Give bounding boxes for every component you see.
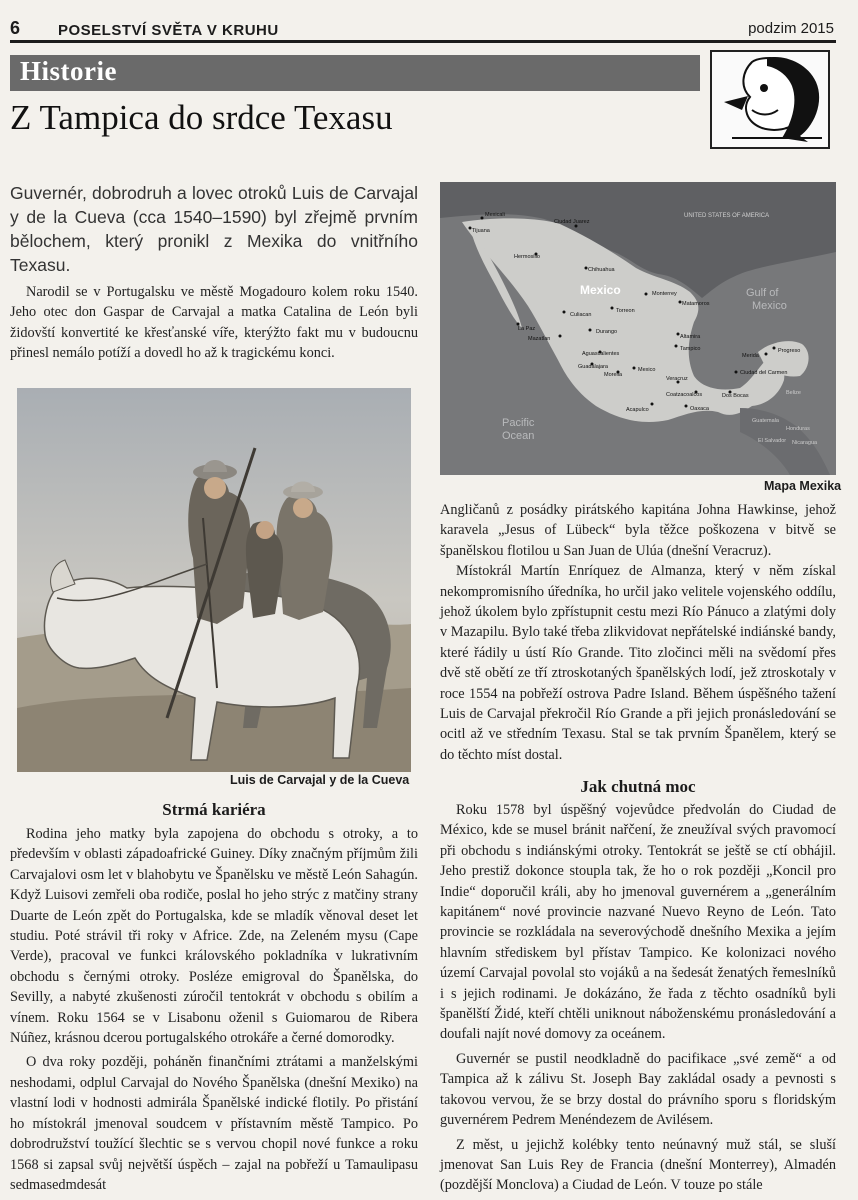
section-title: Historie [20, 56, 117, 86]
subheading-power: Jak chutná moc [580, 777, 696, 796]
header-rule [10, 40, 836, 43]
mexico-map [440, 182, 836, 475]
illustration-caption: Luis de Carvajal y de la Cueva [230, 773, 410, 787]
map-city: Mazatlan [528, 336, 551, 342]
column-logo [710, 50, 830, 149]
right-column-text-1 [440, 500, 836, 765]
map-country: Nicaragua [792, 440, 818, 446]
paragraph: O dva roky později, poháněn finančními ztrátami a manželskými neshodami, odplul Carvajal do Nového Španělska (dnešní Mexiko) na vlastní lodi v hodnosti admirála Španělské indické flotily. Po přistání ho místokrál jmenoval soudcem v přístavním městě Tampico. Po dobrodružství toužící šlechtic se s vervou chopil nové funkce a roku 1568 si zapsal svůj největší úspěch – zajal na pobřeží u Tamaulipasu sedmasedmdesát [10, 1054, 418, 1193]
article-headline: Z Tampica do srdce Texasu [10, 98, 393, 137]
page-number: 6 [10, 18, 21, 38]
map-city: Tijuana [472, 228, 490, 234]
map-city: Progreso [778, 348, 801, 354]
map-city: Altamira [680, 334, 701, 340]
map-country: El Salvador [758, 438, 787, 444]
map-city: Merida [742, 353, 759, 359]
map-city: Chihuahua [588, 267, 615, 273]
map-caption: Mapa Mexika [764, 479, 842, 493]
map-country: Honduras [786, 426, 810, 432]
paragraph: Z měst, u jejichž kolébky tento neúnavný muž stál, se sluší jmenovat San Luis Rey de Francia (dnešní Monterrey), Almadén (pozdější Monclova) a Ciudad de León. V touze po stále [440, 1136, 836, 1194]
map-city: Culiacan [570, 312, 592, 318]
intro-paragraph [10, 282, 418, 364]
map-ocean-label: Pacific [502, 417, 535, 429]
map-city: Acapulco [626, 407, 649, 413]
map-city: Hermosillo [514, 254, 540, 260]
left-column-text [10, 824, 418, 1195]
map-city: Durango [596, 329, 618, 335]
map-city: Torreon [616, 308, 635, 314]
subheading-career: Strmá kariéra [162, 800, 266, 819]
issue-season: podzim 2015 [748, 20, 834, 37]
map-gulf-label: Gulf of [746, 287, 779, 299]
map-city: Ciudad del Carmen [740, 370, 788, 376]
map-city: Coatzacoalcos [666, 392, 703, 398]
paragraph: Rodina jeho matky byla zapojena do obchodu s otroky, a to především v oblasti západoafrické Guiney. Díky značným příjmům žili Carvajalovi osm let v blahobytu ve Španělsku ve městě León Sahagún. Když Luisovi zemřeli oba rodiče, poslal ho jeho strýc z matčiny strany Duarte de León zpět do Portugalska, kde se mladík věnoval deset let studiu. Poté strávil tři roky v Africe. Zde, na Zeleném mysu (Cape Verde), pracoval ve funkci královského pokladníka v lukrativním obchodu s černými otroky. Posléze emigroval do Španělska, do Sevilly, a nabyté zkušenosti zúročil tentokrát v obchodu s obilím a vínem. Roku 1564 se v Lisabonu oženil s Guiomarou de Ribera Núñez, krásnou dcerou portugalského otrokáře a černé domorodky. [10, 826, 418, 1047]
paragraph: Angličanů z posádky pirátského kapitána Johna Hawkinse, jehož karavela „Jesus of Lübeck“ byla těžce poškozena v bitvě se španělskou flotilou u San Juan de Ulúa (dnešní Veracruz). [440, 502, 836, 559]
map-city: Ciudad Juarez [554, 219, 590, 225]
map-usa-label: UNITED STATES OF AMERICA [684, 213, 770, 219]
map-city: Matamoros [682, 301, 710, 307]
paragraph: Místokrál Martín Enríquez de Almanza, který v něm získal nekompromisního úředníka, ho určil jako velitele vojenského oddílu, jehož úkolem bylo zpřístupnit cestu mezi Río Pánuco a zlatými doly v Mazapilu. Bylo také třeba zlikvidovat nepřátelské indiánské bandy, které řádily u ústí Río Grande. Tito zločinci měli na svědomí přes dvě stě obětí ze tří ztroskotaných španělských lodí, jež ztroskotaly v roce 1554 na pobřeží ostrova Padre Island. Během úspěšného tažení Luis de Carvajal překročil Río Grande a při jejich pronásledování se ocitl až ve středním Texasu. Stal se tak prvním Španělem, který se do těchto míst dostal. [440, 563, 836, 763]
map-gulf-label-2: Mexico [752, 300, 787, 312]
magazine-title: POSELSTVÍ SVĚTA V KRUHU [58, 22, 279, 39]
map-city: Oaxaca [690, 406, 709, 412]
map-country-label: Mexico [580, 283, 621, 297]
paragraph: Roku 1578 byl úspěšný vojevůdce předvolán do Ciudad de México, kde se musel bránit nařčení, že zneužíval svých pravomocí při obchodu s indiánskými otroky. Tentokrát se ještě se ctí obhájil. Jeho prestiž dokonce stoupla tak, že ho o rok později „Koncil pro Indie“ doporučil králi, aby ho jmenoval guvernérem a „generálním kapitánem“ nové provincie nazvané Nuevo Reyno de León. Tato provincie se rozkládala na severovýchodě dnešního Mexika a jejím hlavním střediskem byl přístav Tampico. Ke kolonizaci nového území Carvajal povolal sto vojáků a na šedesát ženatých řemeslníků i s jejich rodinami. Je dokázáno, že řada z těchto osadníků byli španělští Židé, kteří chtěli uniknout náboženskému pronásledování a doufali najít nové domovy za oceánem. [440, 802, 836, 1043]
map-country: Guatemala [752, 418, 779, 424]
cartoon-face-icon [712, 52, 828, 147]
paragraph: Guvernér se pustil neodkladně do pacifikace „své země“ a od Tampica až k zálivu St. Joseph Bay zakládal osady a pevnosti s takovou vervou, že se brzy dostal do právního sporu s floridským guvernérem Pedrem Menéndezem de Avilésem. [440, 1050, 836, 1129]
map-city: Tampico [680, 346, 701, 352]
map-city: Aguascalientes [582, 351, 620, 357]
map-ocean-label-2: Ocean [502, 430, 535, 442]
right-column-text-2 [440, 800, 836, 1196]
conquistador-illustration [17, 388, 411, 772]
map-city: Monterrey [652, 291, 677, 297]
paragraph: Narodil se v Portugalsku ve městě Mogadouro kolem roku 1540. Jeho otec don Gaspar de Carvajal a matka Catalina de León byli židovští konvertité ke křesťanské víře, kterýžto fakt mu v budoucnu přinesl nemálo potíží a dovedl ho až k tragickému konci. [10, 284, 418, 362]
map-city: Veracruz [666, 376, 688, 382]
map-city: Guadalajara [578, 364, 608, 370]
map-city: Mexicali [485, 212, 505, 218]
map-city: Morelia [604, 372, 623, 378]
map-city: Dos Bocas [722, 393, 749, 399]
map-city: La Paz [518, 326, 536, 332]
article-lead: Guvernér, dobrodruh a lovec otroků Luis de Carvajal y de la Cueva (cca 1540–1590) byl zřejmě prvním bělochem, který pronikl z Mexika do vnitřního Texasu. [10, 183, 418, 275]
map-country: Belize [786, 390, 801, 396]
map-city: Mexico [638, 367, 656, 373]
